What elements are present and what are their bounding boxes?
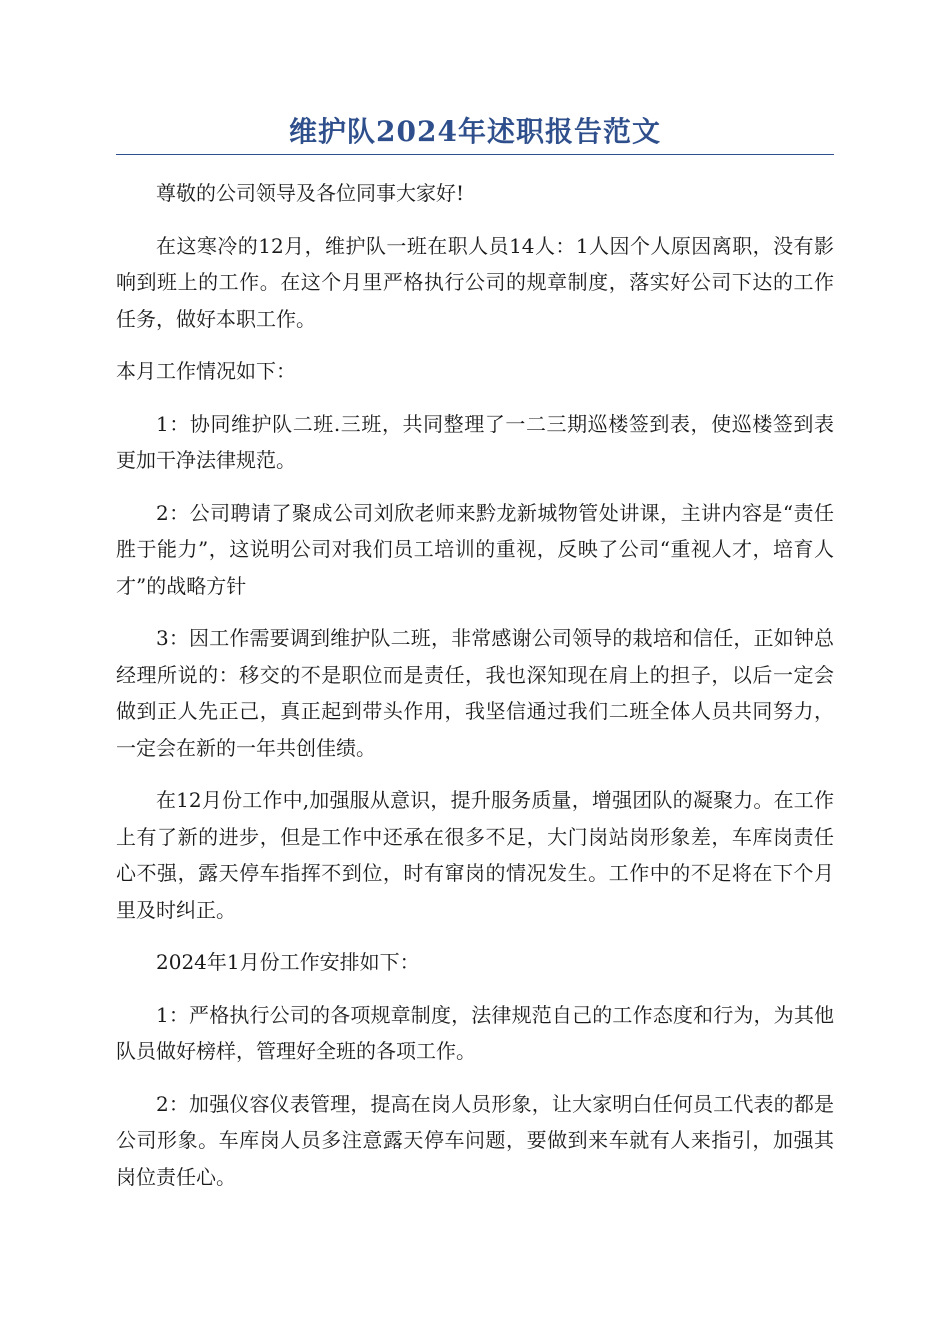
paragraph-section-heading: 本月工作情况如下： bbox=[116, 359, 296, 383]
document-title: 维护队2024年述职报告范文 bbox=[289, 115, 661, 148]
paragraph-plan-heading: 2024年1月份工作安排如下： bbox=[156, 950, 420, 974]
paragraph-greeting: 尊敬的公司领导及各位同事大家好! bbox=[156, 181, 465, 205]
paragraph-summary: 在12月份工作中,加强服从意识，提升服务质量，增强团队的凝聚力。在工作上有了新的进步，但是工作中还承在很多不足，大门岗站岗形象差，车库岗责任心不强，露天停车指挥不到位，时有窜岗的情况发生。工作中的不足将在下个月里及时纠正。 bbox=[116, 788, 834, 922]
paragraph-plan-item-2: 2：加强仪容仪表管理，提高在岗人员形象，让大家明白任何员工代表的都是公司形象。车库岗人员多注意露天停车问题，要做到来车就有人来指引，加强其岗位责任心。 bbox=[116, 1091, 834, 1189]
paragraph-item-2: 2：公司聘请了聚成公司刘欣老师来黔龙新城物管处讲课，主讲内容是“责任胜于能力”，这说明公司对我们员工培训的重视，反映了公司“重视人才，培育人才”的战略方针 bbox=[116, 500, 834, 598]
paragraph-item-1: 1：协同维护队二班.三班，共同整理了一二三期巡楼签到表，使巡楼签到表更加干净法律规范。 bbox=[116, 411, 834, 472]
paragraph-plan-item-1: 1：严格执行公司的各项规章制度，法律规范自己的工作态度和行为，为其他队员做好榜样，管理好全班的各项工作。 bbox=[116, 1002, 834, 1063]
document-page bbox=[116, 110, 834, 1211]
paragraph-intro: 在这寒冷的12月，维护队一班在职人员14人：1人因个人原因离职，没有影响到班上的工作。在这个月里严格执行公司的规章制度，落实好公司下达的工作任务，做好本职工作。 bbox=[116, 233, 834, 331]
paragraph-item-3: 3：因工作需要调到维护队二班，非常感谢公司领导的栽培和信任，正如钟总经理所说的：移交的不是职位而是责任，我也深知现在肩上的担子，以后一定会做到正人先正己，真正起到带头作用，我坚信通过我们二班全体人员共同努力，一定会在新的一年共创佳绩。 bbox=[116, 626, 834, 760]
title-underline bbox=[116, 154, 834, 155]
